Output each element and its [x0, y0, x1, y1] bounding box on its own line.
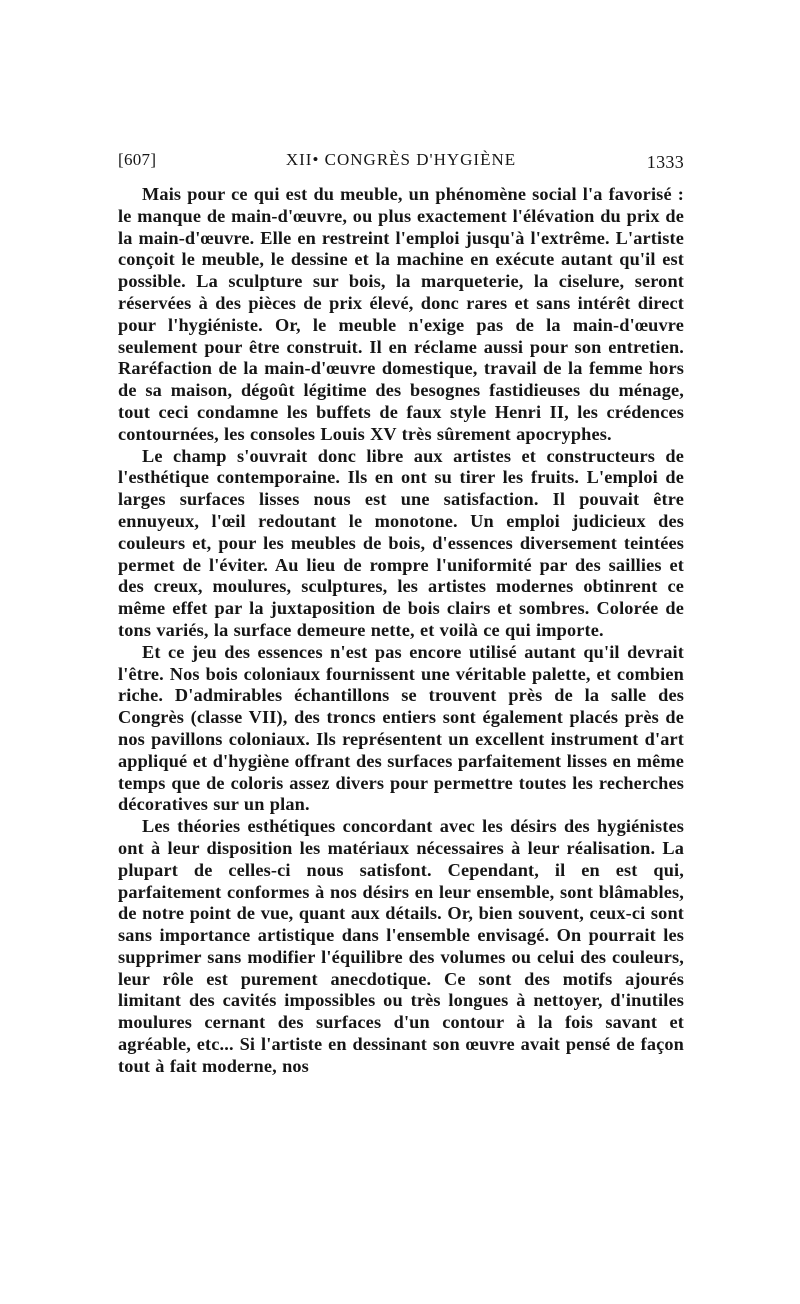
body-text: [118, 184, 684, 1078]
paragraph: Le champ s'ouvrait donc libre aux artistes et constructeurs de l'esthétique contemporaine. Ils en ont su tirer les fruits. L'emploi de larges surfaces lisses nous est une satisfaction. Il pouvait être ennuyeux, l'œil redoutant le monotone. Un emploi judicieux des couleurs et, pour les meubles de bois, d'essences diversement teintées permet de l'éviter. Au lieu de rompre l'uniformité par des saillies et des creux, moulures, sculptures, les artistes modernes obtinrent ce même effet par la juxtaposition de bois clairs et sombres. Colorée de tons variés, la surface demeure nette, et voilà ce qui importe.: [118, 445, 684, 640]
paragraph: Mais pour ce qui est du meuble, un phénomène social l'a favorisé : le manque de main-d'œuvre, ou plus exactement l'élévation du prix de la main-d'œuvre. Elle en restreint l'emploi jusqu'à l'extrême. L'artiste conçoit le meuble, le dessine et la machine en exécute autant qu'il est possible. La sculpture sur bois, la marqueterie, la ciselure, seront réservées à des pièces de prix élevé, donc rares et sans intérêt direct pour l'hygiéniste. Or, le meuble n'exige pas de la main-d'œuvre seulement pour être construit. Il en réclame aussi pour son entretien. Raréfaction de la main-d'œuvre domestique, travail de la femme hors de sa maison, dégoût légitime des besognes fastidieuses du ménage, tout ceci condamne les buffets de faux style Henri II, les crédences contournées, les consoles Louis XV très sûrement apocryphes.: [118, 184, 684, 444]
running-header: [118, 150, 684, 176]
paragraph: Les théories esthétiques concordant avec les désirs des hygiénistes ont à leur disposition les matériaux nécessaires à leur réalisation. La plupart de celles-ci nous satisfont. Cependant, il en est qui, parfaitement conformes à nos désirs en leur ensemble, sont blâmables, de notre point de vue, quant aux détails. Or, bien souvent, ceux-ci sont sans importance artistique dans l'ensemble envisagé. On pourrait les supprimer sans modifier l'équilibre des volumes ou celui des couleurs, leur rôle est purement anecdotique. Ce sont des motifs ajourés limitant des cavités impossibles ou très longues à nettoyer, d'inutiles moulures cernant des surfaces d'un contour à la fois savant et agréable, etc... Si l'artiste en dessinant son œuvre avait pensé de façon tout à fait moderne, nos: [118, 816, 684, 1076]
page-reference: [607]: [118, 150, 157, 169]
paragraph: Et ce jeu des essences n'est pas encore utilisé autant qu'il devrait l'être. Nos bois coloniaux fournissent une véritable palette, et combien riche. D'admirables échantillons se trouvent près de la salle des Congrès (classe VII), des troncs entiers sont également placés près de nos pavillons coloniaux. Ils représentent un excellent instrument d'art appliqué et d'hygiène offrant des surfaces parfaitement lisses en même temps que de coloris assez divers pour permettre toutes les recherches décoratives sur un plan.: [118, 641, 684, 815]
page-number: 1333: [646, 152, 684, 172]
running-title: XII• CONGRÈS D'HYGIÈNE: [285, 150, 517, 169]
